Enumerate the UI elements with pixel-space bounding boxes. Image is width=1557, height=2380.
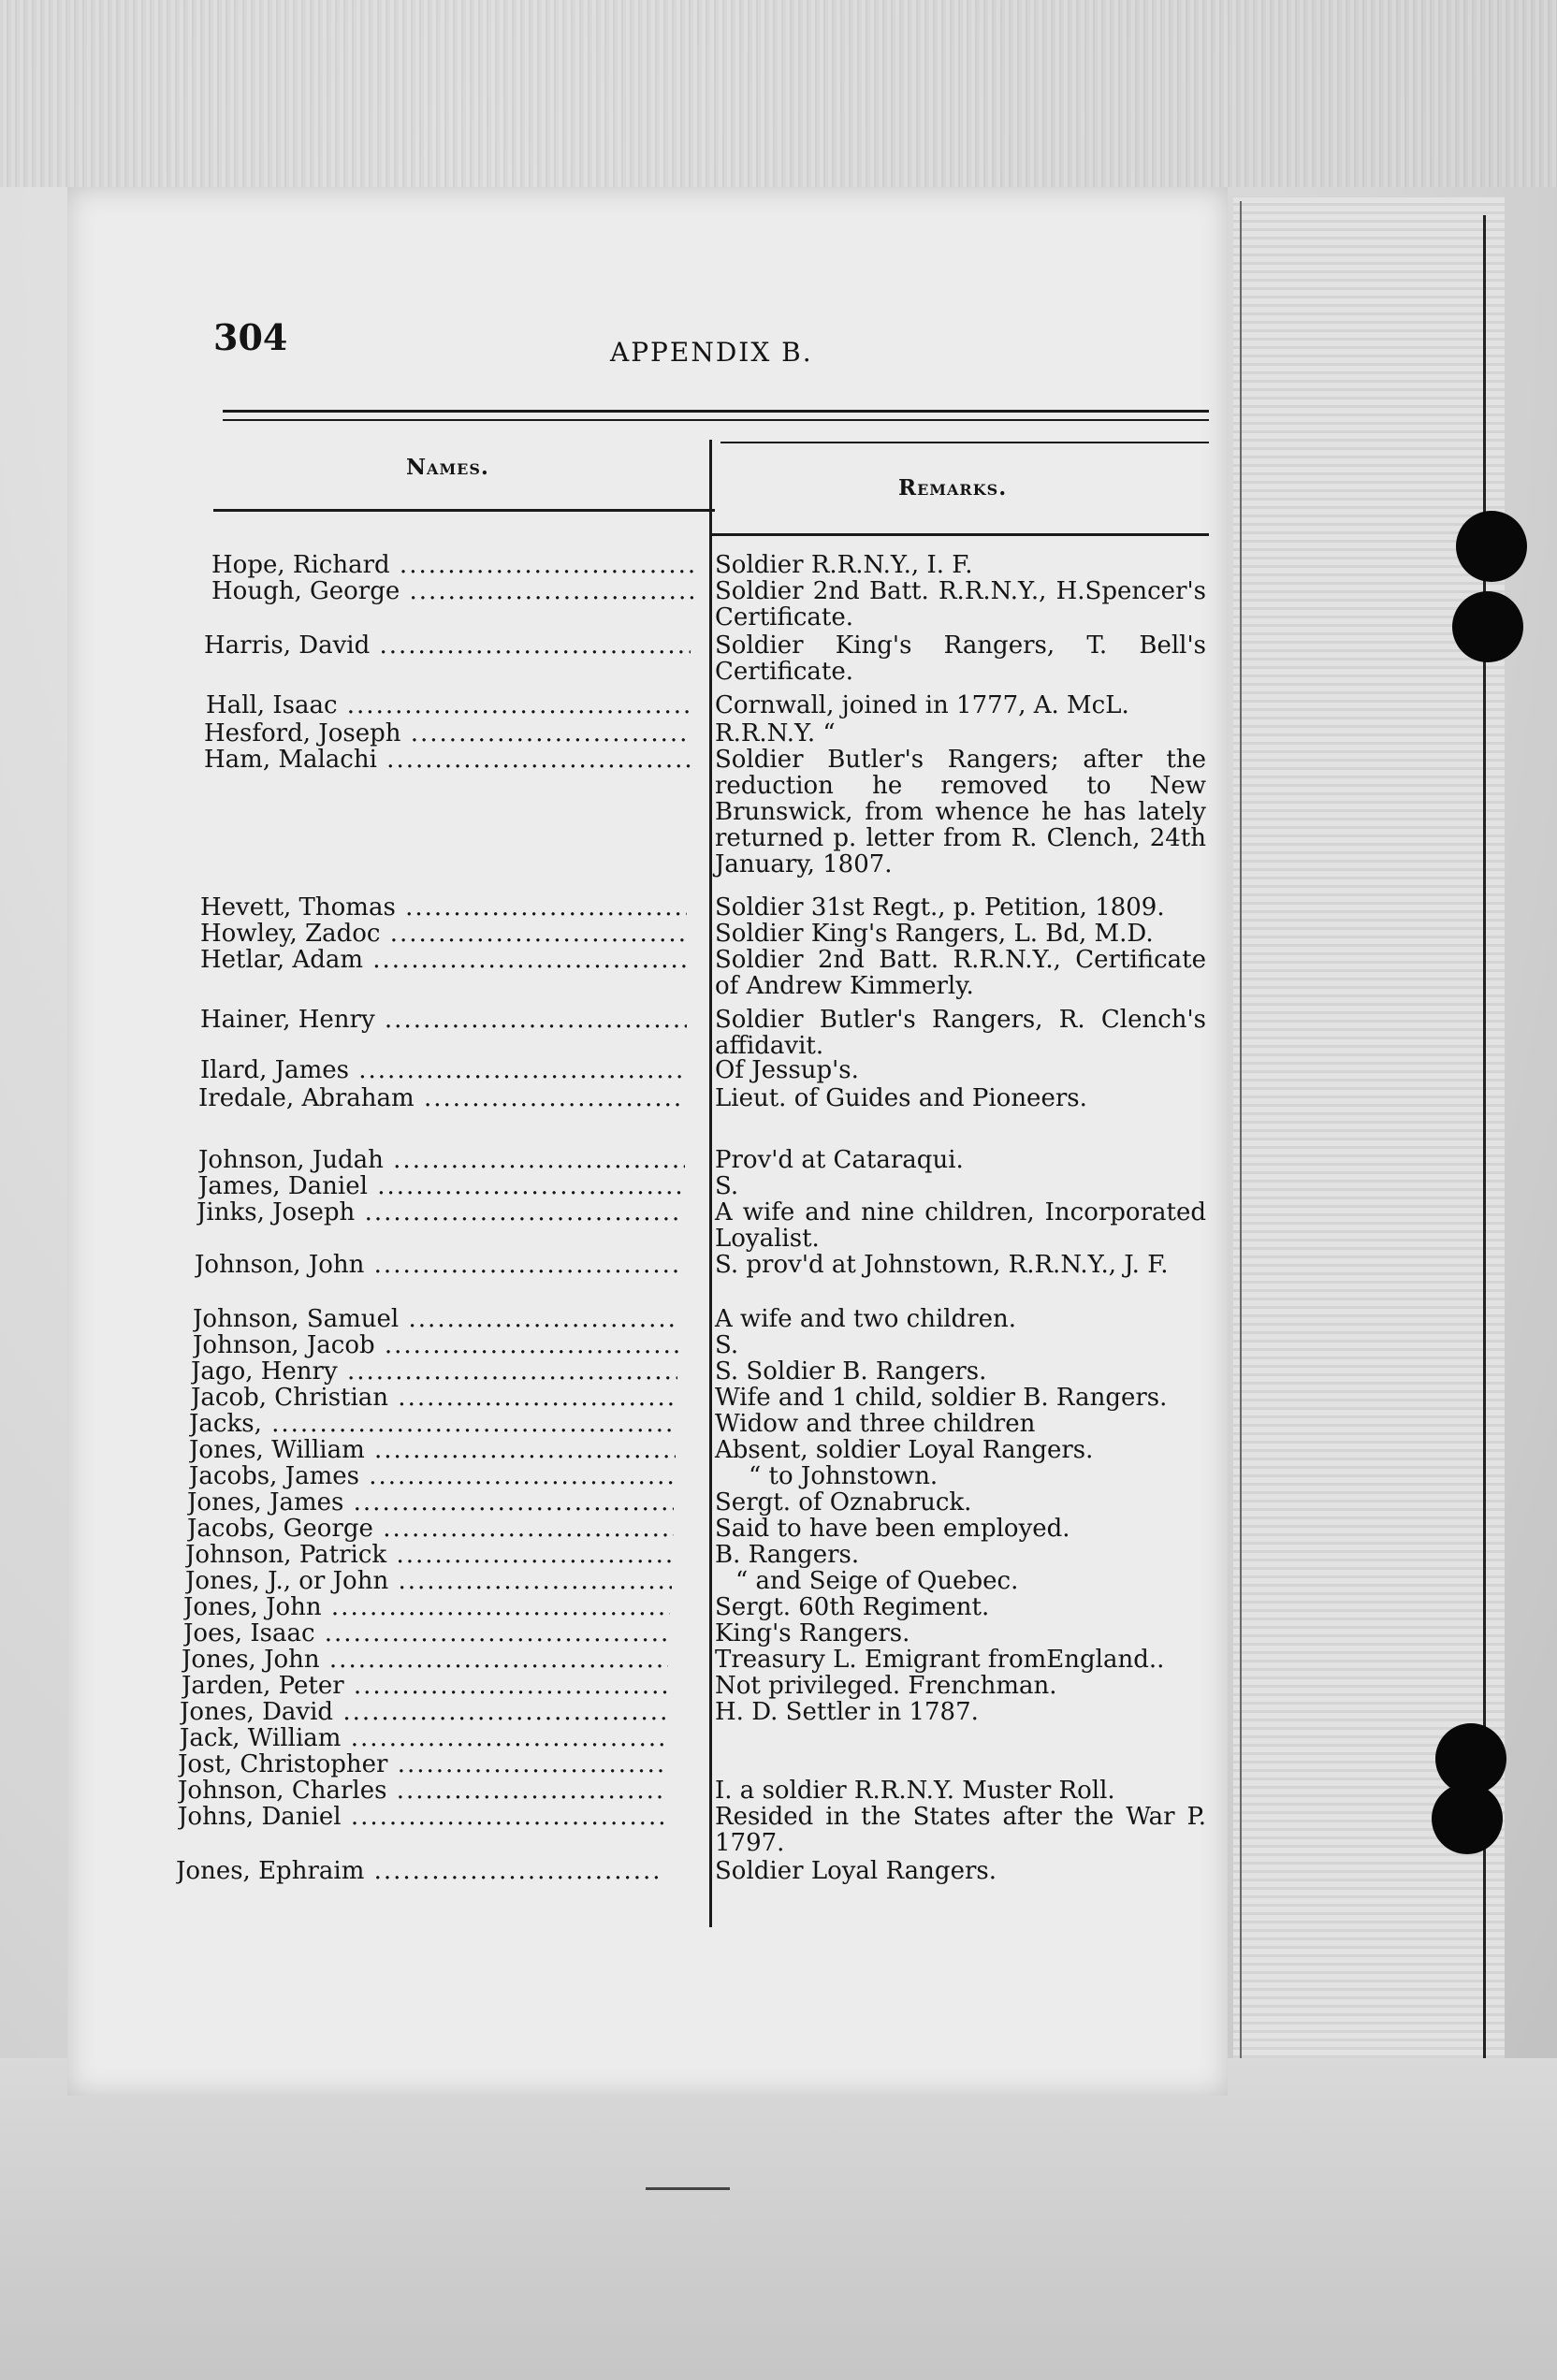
entry-remark: King's Rangers. [715,1619,910,1647]
names-column-header: Names. [406,455,489,480]
entry-name: Hevett, Thomas ..... [200,894,687,921]
entry-name: Howley, Zadoc ..... [200,921,687,947]
entry-remark: Said to have been employed. [715,1515,1070,1543]
entry-remark: Resided in the States after the War P. 1797. [715,1803,1206,1857]
header-rule-top [223,410,1209,413]
entry-remark: Soldier 2nd Batt. R.R.N.Y., H.Spencer's Certificate. [715,577,1206,631]
page-number: 304 [213,316,288,358]
entry-remark: Treasury L. Emigrant fromEngland.. [715,1646,1165,1674]
entry-remark: Widow and three children [715,1410,1036,1438]
entry-name: Hough, George ..... [211,578,698,604]
entry-name: Johnson, Patrick ..... [185,1542,672,1568]
entry-name: Ham, Malachi ..... [204,747,691,773]
entry-name: Jones, John ..... [183,1594,670,1620]
entry-name: Jones, David ..... [180,1699,666,1725]
entry-name: Johnson, Charles ..... [178,1778,664,1804]
names-header-underline [213,509,715,512]
binding-hole-icon [1452,591,1523,662]
binding-hole-icon [1432,1783,1503,1854]
entry-name: Jack, William ..... [180,1725,666,1751]
entry-name: Jones, John ..... [182,1647,668,1673]
entry-name: Johnson, Samuel ..... [193,1306,679,1332]
entry-name: Jacobs, James ..... [189,1463,676,1489]
entry-remark: “ to Johnstown. [749,1462,939,1490]
entry-remark: S. prov'd at Johnstown, R.R.N.Y., J. F. [715,1251,1169,1279]
entry-name: Harris, David ..... [204,632,691,659]
entry-remark: H. D. Settler in 1787. [715,1698,979,1726]
entry-name: Jarden, Peter ..... [182,1673,668,1699]
entry-name: Johnson, Judah ..... [198,1147,685,1173]
scan-bottom-margin [0,2058,1557,2380]
entry-name: Iredale, Abraham ..... [198,1085,685,1111]
entry-remark: Wife and 1 child, soldier B. Rangers. [715,1384,1168,1412]
entry-remark: Cornwall, joined in 1777, A. McL. [715,691,1129,719]
header-rule-second [223,419,1209,421]
entry-name: Jacobs, George ..... [187,1516,674,1542]
entry-remark: Sergt. of Oznabruck. [715,1488,972,1517]
entry-remark: Soldier 31st Regt., p. Petition, 1809. [715,893,1165,922]
remarks-header-underline [711,533,1209,536]
entry-name: Hesford, Joseph ..... [204,720,691,747]
entry-remark: Lieut. of Guides and Pioneers. [715,1084,1087,1112]
scan-top-edge [0,0,1557,187]
entry-remark: Soldier R.R.N.Y., I. F. [715,551,973,579]
remarks-column-header: Remarks. [898,475,1008,501]
entry-name: James, Daniel ..... [198,1173,685,1199]
entry-name: Jones, J., or John ..... [185,1568,672,1594]
entry-name: Jones, Ephraim ..... [176,1858,662,1884]
entry-remark: Of Jessup's. [715,1056,859,1084]
entry-name: Jones, James ..... [187,1489,674,1516]
entry-name: Jinks, Joseph ..... [196,1199,683,1226]
entry-name: Joes, Isaac ..... [183,1620,670,1647]
column-divider [709,440,712,1927]
scan-mark [646,2187,730,2190]
running-head: APPENDIX B. [610,337,813,368]
entry-name: Hall, Isaac ..... [206,692,692,718]
entry-name: Hetlar, Adam ..... [200,947,687,973]
entry-name: Jacks, ..... [189,1411,676,1437]
entry-remark: Soldier King's Rangers, T. Bell's Certificate. [715,631,1206,686]
entry-remark: Absent, soldier Loyal Rangers. [715,1436,1094,1464]
remarks-rule-top [720,442,1209,443]
entry-name: Jost, Christopher ..... [178,1751,664,1778]
entry-remark: B. Rangers. [715,1541,860,1569]
entry-remark: S. [715,1172,739,1200]
entry-name: Ilard, James ..... [200,1057,687,1083]
entry-remark: Soldier Loyal Rangers. [715,1857,997,1885]
entry-remark: Soldier Butler's Rangers, R. Clench's affidavit. [715,1006,1206,1060]
entry-name: Hope, Richard ..... [211,552,698,578]
entry-remark: S. [715,1331,739,1359]
entry-name: Hainer, Henry ..... [200,1007,687,1033]
entry-name: Jacob, Christian ..... [191,1385,677,1411]
entry-name: Johnson, Jacob ..... [193,1332,679,1358]
entry-remark: A wife and nine children, Incorporated Loyalist. [715,1198,1206,1253]
strip-border-left [1240,201,1242,2110]
entry-name: Johnson, John ..... [195,1252,681,1278]
entry-name: Johns, Daniel ..... [178,1804,664,1830]
binding-hole-icon [1456,511,1527,582]
entry-name: Jago, Henry ..... [191,1358,677,1385]
entry-name: Jones, William ..... [189,1437,676,1463]
entry-remark: S. Soldier B. Rangers. [715,1357,987,1386]
entry-remark: I. a soldier R.R.N.Y. Muster Roll. [715,1777,1115,1805]
entry-remark: A wife and two children. [715,1305,1017,1333]
entry-remark: Soldier 2nd Batt. R.R.N.Y., Certificate of Andrew Kimmerly. [715,946,1206,1000]
entry-remark: Soldier King's Rangers, L. Bd, M.D. [715,920,1154,948]
entry-remark: Soldier Butler's Rangers; after the reduction he removed to New Brunswick, from whence he has lately returned p. letter from R. Clench, 24th January, 1807. [715,746,1206,878]
entry-remark: “ and Seige of Quebec. [735,1567,1019,1595]
entry-remark: R.R.N.Y. “ [715,719,836,747]
entry-remark: Sergt. 60th Regiment. [715,1593,990,1621]
entry-remark: Not privileged. Frenchman. [715,1672,1057,1700]
entry-remark: Prov'd at Cataraqui. [715,1146,964,1174]
